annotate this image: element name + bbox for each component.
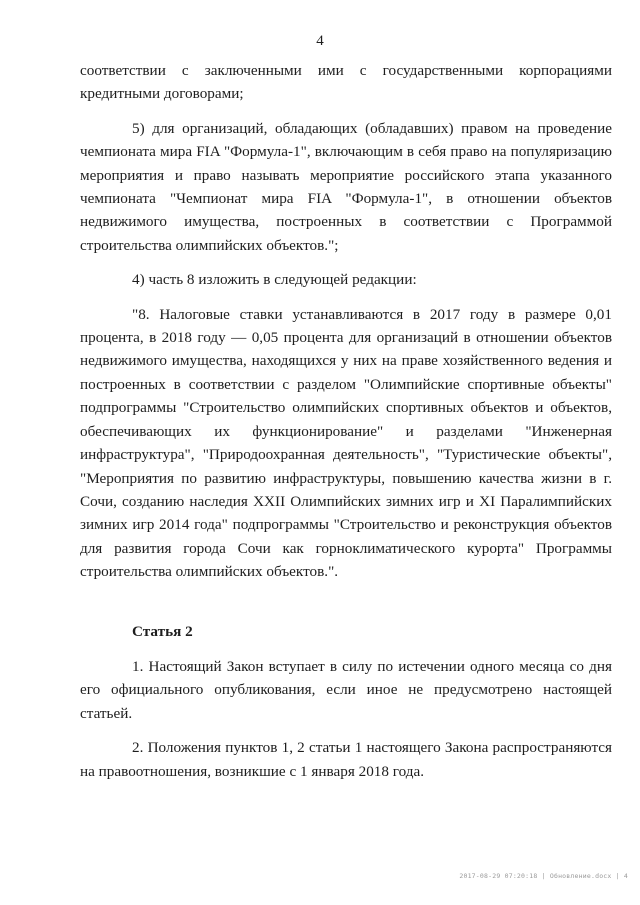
page-number: 4 <box>316 33 324 49</box>
paragraph-formula-1: 5) для организаций, обладающих (обладавших) правом на проведение чемпионата мира FIA "Формула-1", включающим в себя право на популяризацию мероприятия и право называть мероприятие российского этапа указанного чемпионата "Чемпионат мира FIA "Формула-1", в отношении объектов недвижимого имущества, построенных в соответствии с Программой строительства олимпийских объектов."; <box>80 119 612 254</box>
document-body <box>80 59 612 783</box>
paragraph-part-8-intro: 4) часть 8 изложить в следующей редакции: <box>132 271 417 289</box>
document-footer-stamp: 2017-08-29 07:20:18 | Обновление.docx | 4 <box>459 872 628 880</box>
paragraph-credit-agreements: соответствии с заключенными ими с государственными корпорациями кредитными договорами; <box>80 62 612 103</box>
paragraph-tax-rates: "8. Налоговые ставки устанавливаются в 2017 году в размере 0,01 процента, в 2018 году — 0,05 процента для организаций в отношении объектов недвижимого имущества, находящихся у них на праве хозяйственного ведения и построенных в соответствии с разделом "Олимпийские спортивные объекты" подпрограммы "Строительство олимпийских спортивных объектов и объектов, обеспечивающих их функционирование" и разделами "Инженерная инфраструктура", "Природоохранная деятельность", "Туристические объекты", "Мероприятия по развитию инфраструктуры, повышению качества жизни в г. Сочи, созданию наследия XXII Олимпийских зимних игр и XI Паралимпийских зимних игр 2014 года" подпрограммы "Строительство и реконструкция объектов для развития города Сочи как горноклиматического курорта" Программы строительства олимпийских объектов.". <box>80 305 612 581</box>
paragraph-retroactive-application: 2. Положения пунктов 1, 2 статьи 1 настоящего Закона распространяются на правоотношения, возникшие с 1 января 2018 года. <box>80 739 612 780</box>
article-heading: Статья 2 <box>132 622 193 640</box>
paragraph-entry-into-force: 1. Настоящий Закон вступает в силу по истечении одного месяца со дня его официального опубликования, если иное не предусмотрено настоящей статьей. <box>80 657 612 722</box>
